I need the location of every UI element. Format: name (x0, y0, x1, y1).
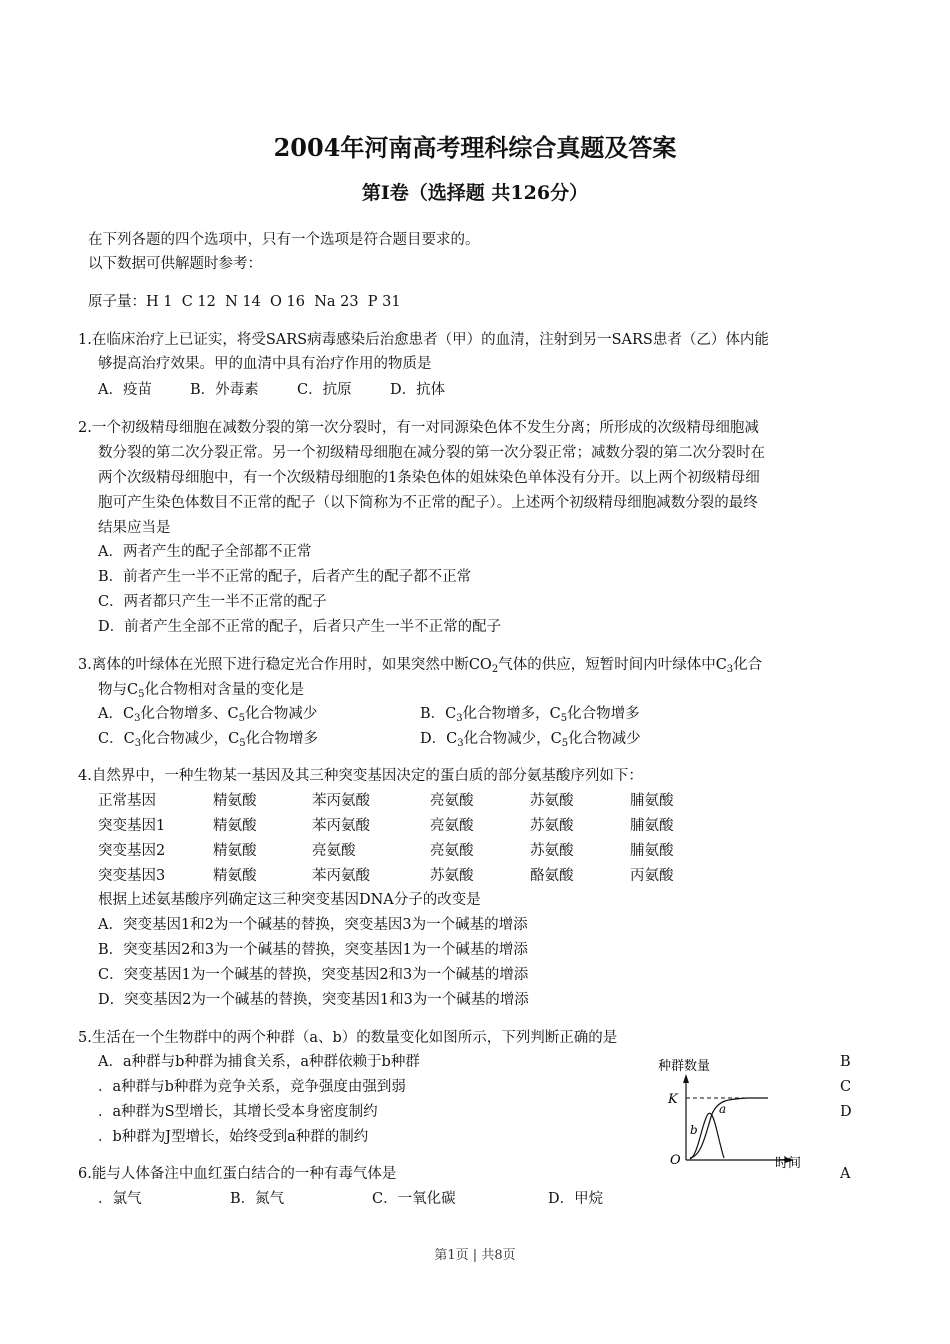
subscript: 5 (561, 738, 569, 749)
question-2-line: 结果应当是 (98, 520, 171, 536)
question-4-option-c: C．突变基因1为一个碱基的替换，突变基因2和3为一个碱基的增添 (98, 967, 529, 983)
table-row-label: 突变基因3 (98, 868, 166, 884)
text-span: A．C (98, 706, 135, 722)
question-6-option-c: C．一氧化碳 (372, 1191, 456, 1207)
question-4-line: 4.自然界中，一种生物某一基因及其三种突变基因决定的蛋白质的部分氨基酸序列如下： (78, 768, 643, 784)
table-row-label: 突变基因1 (98, 818, 166, 834)
subscript: 3 (134, 713, 141, 724)
question-5-option: ．a种群与b种群为竞争关系，竞争强度由强到弱 (98, 1079, 406, 1095)
subscript: 3 (457, 738, 464, 749)
table-cell: 精氨酸 (213, 843, 257, 859)
section-title: 第Ⅰ卷（选择题 共126分） (361, 182, 589, 204)
text-span: 化合物减少 (568, 731, 641, 747)
document-title: 2004年河南高考理科综合真题及答案 (273, 133, 677, 162)
question-2-option-a: A．两者产生的配子全部都不正常 (98, 544, 312, 560)
question-1-line: 1.在临床治疗上已证实，将受SARS病毒感染后治愈患者（甲）的血清，注射到另一SARS患者（乙）体内能 (78, 332, 769, 348)
table-cell: 脯氨酸 (630, 793, 674, 809)
question-1-line: 够提高治疗效果。甲的血清中具有治疗作用的物质是 (98, 356, 432, 372)
text-span: 化合物增多 (567, 706, 640, 722)
text-span: 气体的供应，短暂时间内叶绿体中C (498, 657, 727, 673)
text-span: C．C (98, 731, 135, 747)
question-3-option-b (420, 704, 640, 729)
text-span: 化合物增多、C (140, 706, 239, 722)
table-row-label: 突变基因2 (98, 843, 166, 859)
subscript: 3 (134, 738, 142, 749)
subscript: 5 (239, 738, 246, 749)
table-cell: 精氨酸 (213, 793, 257, 809)
subscript: 5 (238, 713, 245, 724)
table-cell: 苏氨酸 (530, 843, 574, 859)
table-cell: 丙氨酸 (630, 868, 674, 884)
question-5-option: A．a种群与b种群为捕食关系，a种群依赖于b种群 (98, 1054, 420, 1070)
subscript: 2 (491, 664, 499, 675)
text-span: 化合物减少 (244, 706, 318, 722)
question-5-option: ．a种群为S型增长，其增长受本身密度制约 (98, 1104, 378, 1120)
question-2-option-c: C．两者都只产生一半不正常的配子 (98, 594, 327, 610)
k-label: K (668, 1092, 678, 1107)
table-cell: 亮氨酸 (430, 843, 474, 859)
question-2-line: 胞可产生染色体数目不正常的配子（以下简称为不正常的配子）。上述两个初级精母细胞减数分裂的最终 (98, 495, 758, 511)
text-span: 化合物相对含量的变化是 (144, 682, 304, 698)
question-2-option-d: D．前者产生全部不正常的配子，后者只产生一半不正常的配子 (98, 619, 502, 635)
subscript: 3 (726, 664, 734, 675)
table-cell: 脯氨酸 (630, 843, 674, 859)
intro-line: 在下列各题的四个选项中，只有一个选项是符合题目要求的。 (88, 232, 480, 248)
question-2-line: 2.一个初级精母细胞在减数分裂的第一次分裂时，有一对同源染色体不发生分离；所形成的次级精母细胞减 (78, 420, 759, 436)
table-cell: 脯氨酸 (630, 818, 674, 834)
question-6-line: 6.能与人体备注中血红蛋白结合的一种有毒气体是 (78, 1166, 397, 1182)
population-figure (650, 1052, 810, 1172)
question-3-option-a (98, 704, 317, 729)
question-3-option-d (420, 729, 641, 754)
subscript: 5 (560, 713, 568, 724)
curve-a (690, 1098, 768, 1158)
table-cell: 苯丙氨酸 (312, 793, 370, 809)
y-axis-arrow (683, 1074, 689, 1083)
option-letter: B (840, 1054, 851, 1070)
question-1-option-a: A．疫苗 (98, 382, 152, 398)
intro-line: 以下数据可供解题时参考： (88, 256, 262, 272)
question-6-option: ．氯气 (98, 1191, 142, 1207)
table-cell: 苏氨酸 (430, 868, 474, 884)
question-6-option-b: B．氮气 (230, 1191, 285, 1207)
question-2-line: 两个次级精母细胞中，有一个次级精母细胞的1条染色体的姐妹染色单体没有分开。以上两个初级精母细 (98, 470, 760, 486)
text-span: B．C (420, 706, 457, 722)
y-axis-label: 种群数量 (658, 1059, 711, 1074)
table-cell: 精氨酸 (213, 868, 257, 884)
curve-b-label: b (690, 1123, 698, 1137)
question-2-line: 数分裂的第二次分裂正常。另一个初级精母细胞在减分裂的第一次分裂正常；减数分裂的第二次分裂时在 (98, 445, 765, 461)
question-1-option-d: D．抗体 (390, 382, 446, 398)
text-span: 化合物增多，C (462, 706, 561, 722)
table-cell: 亮氨酸 (312, 843, 356, 859)
table-cell: 苯丙氨酸 (312, 818, 370, 834)
table-cell: 酪氨酸 (530, 868, 574, 884)
subscript: 5 (138, 689, 145, 700)
text-span: 物与C (98, 682, 139, 698)
question-1-option-c: C．抗原 (297, 382, 352, 398)
question-5-line: 5.生活在一个生物群中的两个种群（a、b）的数量变化如图所示，下列判断正确的是 (78, 1030, 618, 1046)
question-3-option-c (98, 729, 318, 754)
table-cell: 苏氨酸 (530, 793, 574, 809)
table-cell: 精氨酸 (213, 818, 257, 834)
table-cell: 亮氨酸 (430, 818, 474, 834)
table-cell: 亮氨酸 (430, 793, 474, 809)
origin-label: O (670, 1153, 681, 1168)
page-footer: 第1页 | 共8页 (434, 1248, 516, 1263)
text-span: D．C (420, 731, 458, 747)
question-4-option-d: D．突变基因2为一个碱基的替换，突变基因1和3为一个碱基的增添 (98, 992, 529, 1008)
text-span: 化合 (733, 657, 763, 673)
question-1-option-b: B．外毒素 (190, 382, 259, 398)
table-cell: 苯丙氨酸 (312, 868, 370, 884)
question-5-option: ．b种群为J型增长，始终受到a种群的制约 (98, 1129, 369, 1145)
atomic-weights: 原子量：H 1 C 12 N 14 O 16 Na 23 P 31 (88, 294, 401, 310)
text-span: 化合物减少，C (141, 731, 240, 747)
question-6-option-d: D．甲烷 (548, 1191, 604, 1207)
table-cell: 苏氨酸 (530, 818, 574, 834)
text-span: 化合物增多 (245, 731, 319, 747)
subscript: 3 (456, 713, 463, 724)
option-letter: C (840, 1079, 852, 1095)
question-4-option-b: B．突变基因2和3为一个碱基的替换，突变基因1为一个碱基的增添 (98, 942, 528, 958)
text-span: 化合物减少，C (463, 731, 562, 747)
question-4-option-a: A．突变基因1和2为一个碱基的替换，突变基因3为一个碱基的增添 (98, 917, 528, 933)
x-axis-label: 时间 (775, 1156, 802, 1171)
text-span: 3.离体的叶绿体在光照下进行稳定光合作用时，如果突然中断CO (78, 657, 492, 673)
option-letter: D (840, 1104, 852, 1120)
question-2-option-b: B．前者产生一半不正常的配子，后者产生的配子都不正常 (98, 569, 472, 585)
question-3-line (98, 680, 304, 705)
question-4-stem: 根据上述氨基酸序列确定这三种突变基因DNA分子的改变是 (98, 892, 481, 908)
option-letter: A (840, 1166, 851, 1182)
curve-a-label: a (719, 1102, 727, 1116)
table-row-label: 正常基因 (98, 793, 156, 809)
question-3-line (78, 655, 762, 680)
